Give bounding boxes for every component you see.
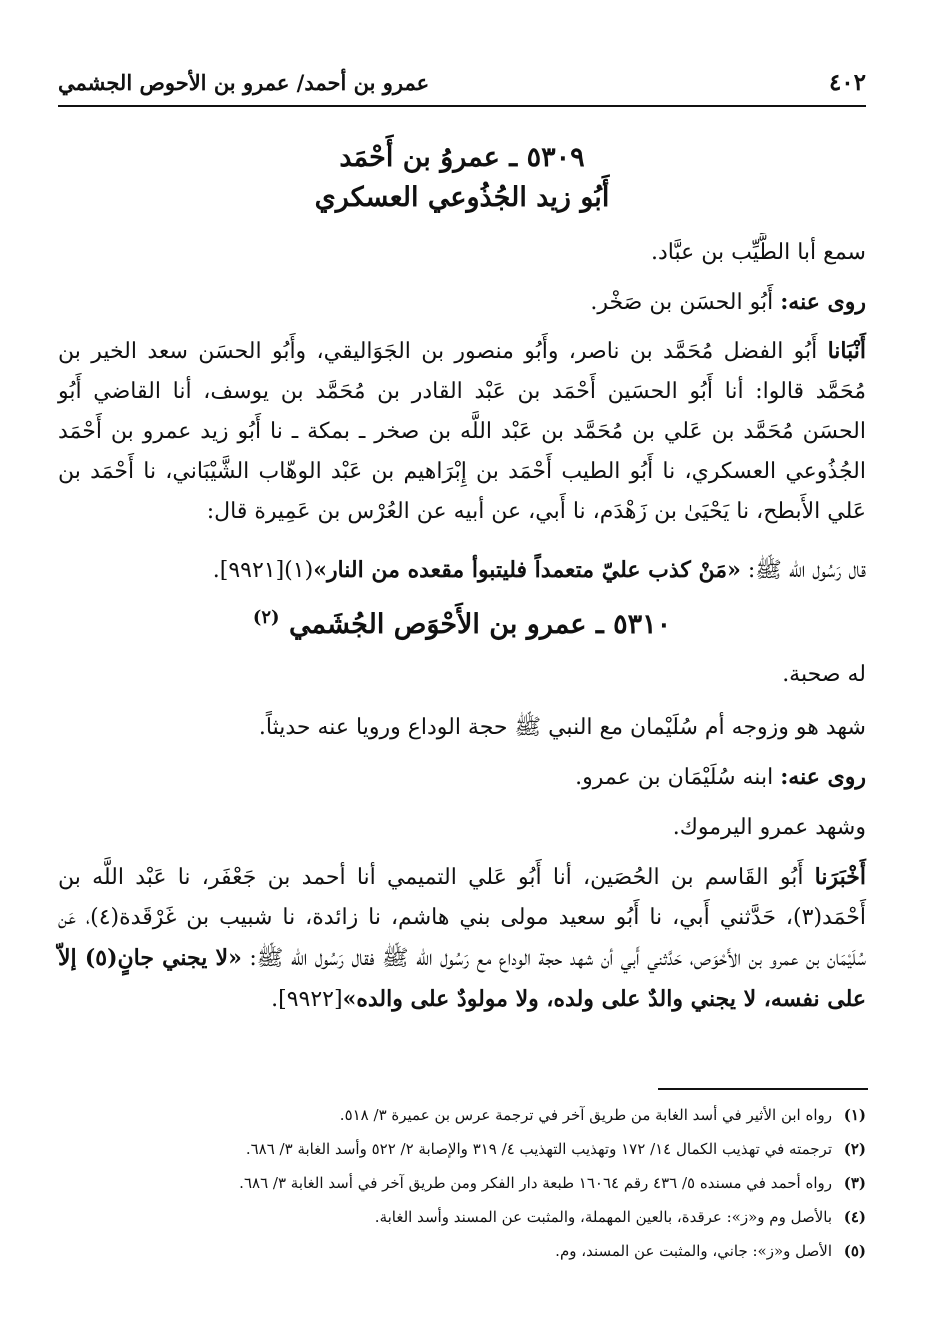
page-header (58, 62, 866, 102)
footnote-5 (58, 1234, 866, 1268)
footnote-3 (58, 1166, 866, 1200)
footnote-number: (٢) (843, 1140, 866, 1158)
isnad-label: أَنْبَانا (827, 338, 866, 364)
entry-5309-title: ٥٣٠٩ ـ عمروُ بن أَحْمَد (339, 142, 585, 173)
hadith-reference: (١)[٩٩٢١]. (212, 558, 314, 583)
footnote-text: ترجمته في تهذيب الكمال ١٤/ ١٧٢ وتهذيب التهذيب ٤/ ٣١٩ والإصابة ٢/ ٥٢٢ وأسد الغابة ٣/ ٦٨٦. (245, 1140, 832, 1158)
hadith-text: «مَنْ كذب عليّ متعمداً فليتبوأ مقعده من النار» (313, 557, 741, 583)
entry-5309-hadith (58, 550, 866, 591)
footnote-1 (58, 1098, 866, 1132)
isnad-text: أَبُو الفضل مُحَمَّد بن ناصر، وأَبُو منصور بن الجَوَاليقي، وأَبُو الحسَن سعد الخير بن مُحَمَّد قالوا: أنا أَبُو الحسَين أَحْمَد بن عَبْد القادر بن مُحَمَّد بن يوسف، أنا القاضي أَبُو الحسَن مُحَمَّد بن عَلي بن مُحَمَّد بن عَبْد اللَّه بن صخر ـ بمكة ـ نا أَبُو زيد عمرو بن أَحْمَد الجُذُوعي العسكري، نا أَبُو الطيب أَحْمَد بن إِبْرَاهيم بن عَبْد الوهّاب الشَّيْبَاني، نا أَحْمَد بن عَلي الأَبطح، نا يَحْيَىٰ بن زَهْدَم، نا أَبي، عن أبيه عن العُرْس بن عَمِيرة قال: (58, 339, 866, 524)
footnote-number: (٣) (843, 1174, 866, 1192)
entry-5310-narrators (58, 757, 866, 798)
entry-5310-title-note: (٢) (252, 607, 280, 628)
entry-5310-title-text: ٥٣١٠ ـ عمرو بن الأَحْوَص الجُشَمي (288, 609, 672, 640)
isnad-label: أَخْبَرَنا (814, 864, 866, 890)
footnotes (58, 1098, 866, 1268)
footnote-text: رواه أحمد في مسنده ٥/ ٤٣٦ رقم ١٦٠٦٤ طبعة دار الفكر ومن طريق آخر في أسد الغابة ٣/ ٦٨٦. (239, 1174, 832, 1192)
narrators-text: ابنه سُلَيْمَان بن عمرو. (575, 765, 774, 790)
entry-5309-narrators (58, 282, 866, 323)
entry-5309-heard-from: سمع أبا الطَّيِّب بن عبَّاد. (650, 240, 866, 265)
footnote-text: الأصل و«ز»: جاني، والمثبت عن المسند، وم. (555, 1242, 832, 1260)
narrators-text: أَبُو الحسَن بن صَخْر. (590, 290, 774, 315)
footnote-number: (٤) (843, 1208, 866, 1226)
entry-5310-yarmouk: وشهد عمرو اليرموك. (672, 815, 866, 840)
footnote-4 (58, 1200, 866, 1234)
footnote-number: (١) (843, 1106, 866, 1124)
hadith-text: «لا يجني جانٍ(٥) إلاّ على نفسه، لا يجني والدٌ على ولده، ولا مولودٌ على والده» (58, 945, 866, 1012)
hadith-reference: [٩٩٢٢]. (271, 987, 343, 1012)
running-title: عمرو بن أحمد/ عمرو بن الأحوص الجشمي (58, 69, 430, 95)
entry-5310-isnad (58, 857, 866, 1020)
isnad-text: أَبُو القَاسم بن الحُصَين، أنا أَبُو عَلي التميمي أنا أحمد بن جَعْفَر، نا عَبْد اللَّه بن أَحْمَد(٣)، حَدَّثني أَبي، نا أَبُو سعيد مولى بني هاشم، نا زائدة، نا شبيب بن غَرْقَدة(٤)، عَن سُلَيْمَان بن عمرو بن الأَحْوَص، حَدَّثني أَبي أن شهد حجة الوداع مع رَسُول الله ﷺ فقال رَسُول الله ﷺ: (58, 865, 867, 971)
footnote-2 (58, 1132, 866, 1166)
hadith-intro: قال رَسُول الله ﷺ: (747, 558, 866, 583)
footnote-divider (658, 1088, 868, 1090)
header-divider (58, 105, 866, 107)
page-number: ٤٠٢ (828, 68, 866, 96)
narrators-label: روى عنه: (780, 764, 866, 790)
footnote-text: رواه ابن الأثير في أسد الغابة من طريق آخر في ترجمة عرس بن عميرة ٣/ ٥١٨. (339, 1106, 832, 1124)
narrators-label: روى عنه: (780, 289, 866, 315)
entry-5310-companionship: له صحبة. (782, 662, 866, 687)
footnote-text: بالأصل وم و«ز»: عرقدة، بالعين المهملة، والمثبت عن المسند وأسد الغابة. (374, 1208, 832, 1226)
entry-5309-isnad (58, 331, 866, 532)
entry-5310-farewell-pilgrimage: شهد هو وزوجه أم سُلَيْمان مع النبي ﷺ حجة الوداع ورويا عنه حديثاً. (258, 715, 866, 740)
entry-5310-title (58, 598, 866, 645)
entry-5309-subtitle: أَبُو زيد الجُذُوعي العسكري (314, 182, 610, 213)
footnote-number: (٥) (843, 1242, 866, 1260)
